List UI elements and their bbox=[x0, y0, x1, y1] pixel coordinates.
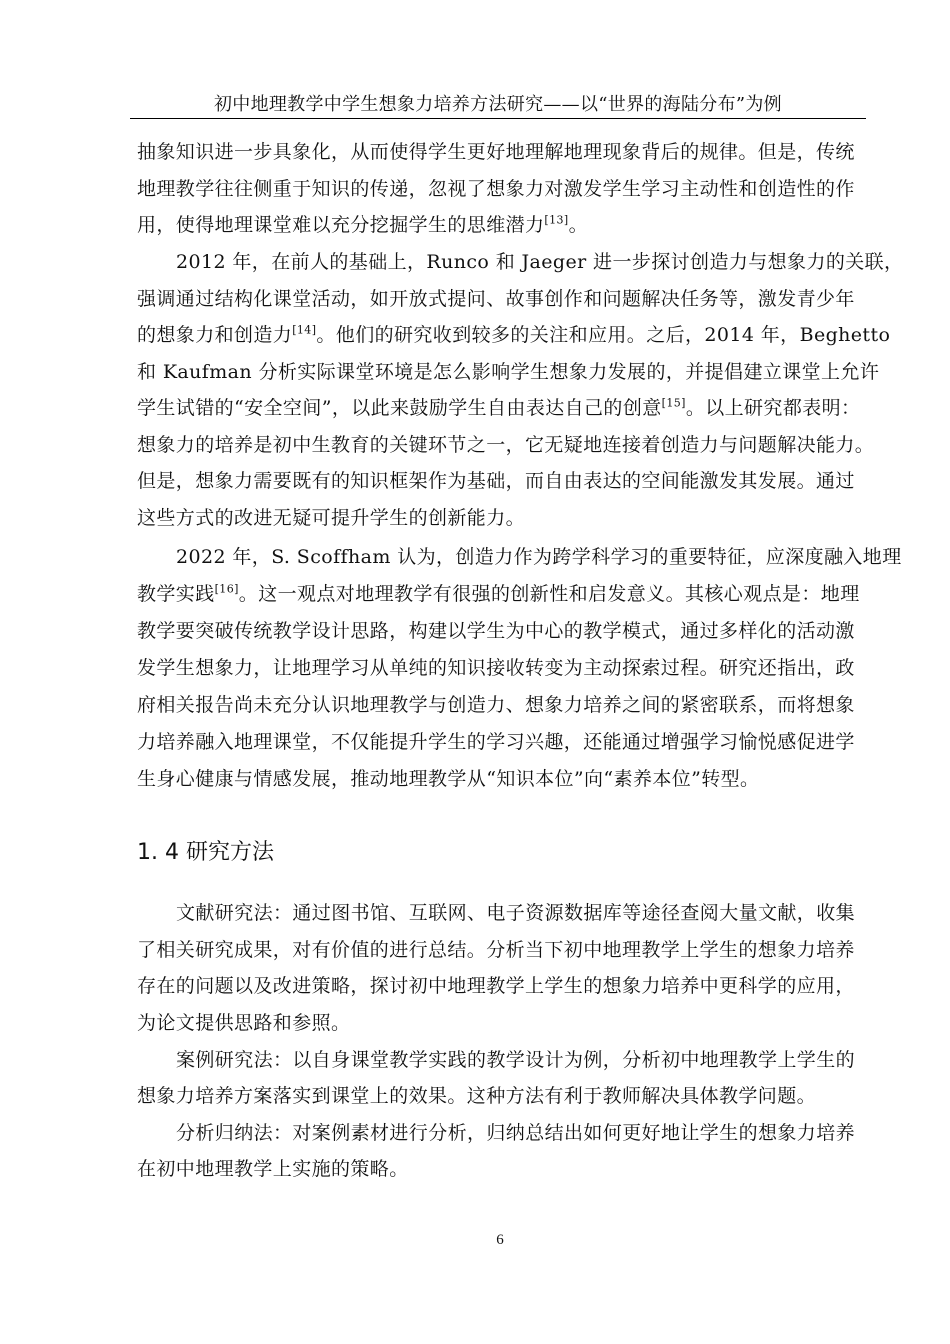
text-line bbox=[176, 1048, 855, 1072]
text-line bbox=[137, 287, 855, 311]
citation-ref: [16] bbox=[214, 582, 239, 596]
line-text: 文献研究法：通过图书馆、互联网、电子资源数据库等途径查阅大量文献，收集 bbox=[176, 902, 856, 924]
line-text: 用，使得地理课堂难以充分挖掘学生的思维潜力 bbox=[137, 214, 545, 236]
line-text: 了相关研究成果，对有价值的进行总结。分析当下初中地理教学上学生的想象力培养 bbox=[137, 939, 855, 961]
text-line bbox=[137, 656, 855, 680]
line-text: 发学生想象力，让地理学习从单纯的知识接收转变为主动探索过程。研究还指出，政 bbox=[137, 657, 855, 679]
text-line bbox=[137, 1084, 816, 1108]
text-line bbox=[137, 1011, 350, 1035]
text-line bbox=[137, 469, 855, 493]
text-line bbox=[137, 1157, 409, 1181]
line-text: 为论文提供思路和参照。 bbox=[137, 1012, 351, 1034]
text-line bbox=[137, 938, 855, 962]
line-text: 的想象力和创造力 bbox=[137, 324, 293, 346]
line-text: 但是，想象力需要既有的知识框架作为基础，而自由表达的空间能激发其发展。通过 bbox=[137, 470, 855, 492]
text-line bbox=[137, 619, 855, 643]
text-line bbox=[137, 213, 588, 237]
line-text: 府相关报告尚未充分认识地理教学与创造力、想象力培养之间的紧密联系，而将想象 bbox=[137, 694, 855, 716]
line-text: 教学要突破传统教学设计思路，构建以学生为中心的教学模式，通过多样化的活动激 bbox=[137, 620, 855, 642]
text-line bbox=[137, 974, 855, 998]
line-text: 在初中地理教学上实施的策略。 bbox=[137, 1158, 409, 1180]
text-line bbox=[137, 177, 855, 201]
line-text: 抽象知识进一步具象化，从而使得学生更好地理解地理现象背后的规律。但是，传统 bbox=[137, 141, 855, 163]
line-text: 地理教学往往侧重于知识的传递，忽视了想象力对激发学生学习主动性和创造性的作 bbox=[137, 178, 855, 200]
text-line bbox=[137, 396, 860, 420]
text-line bbox=[137, 730, 855, 754]
citation-ref: [13] bbox=[544, 213, 569, 227]
line-text: 这些方式的改进无疑可提升学生的创新能力。 bbox=[137, 507, 526, 529]
line-text: 想象力培养方案落实到课堂上的效果。这种方法有利于教师解决具体教学问题。 bbox=[137, 1085, 817, 1107]
line-text-after: 。这一观点对地理教学有很强的创新性和启发意义。其核心观点是：地理 bbox=[238, 583, 860, 605]
line-text: 分析归纳法：对案例素材进行分析，归纳总结出如何更好地让学生的想象力培养 bbox=[176, 1122, 856, 1144]
line-text: 存在的问题以及改进策略，探讨初中地理教学上学生的想象力培养中更科学的应用， bbox=[137, 975, 855, 997]
text-line bbox=[176, 545, 902, 569]
text-line bbox=[137, 693, 855, 717]
text-line bbox=[137, 767, 759, 791]
line-text: 2022 年，S. Scoffham 认为，创造力作为跨学科学习的重要特征，应深度融入地理 bbox=[176, 546, 902, 568]
line-text: 力培养融入地理课堂，不仅能提升学生的学习兴趣，还能通过增强学习愉悦感促进学 bbox=[137, 731, 855, 753]
citation-ref: [14] bbox=[292, 323, 317, 337]
text-line bbox=[176, 901, 855, 925]
line-text: 想象力的培养是初中生教育的关键环节之一，它无疑地连接着创造力与问题解决能力。 bbox=[137, 434, 875, 456]
text-line bbox=[137, 323, 890, 347]
text-line bbox=[137, 506, 525, 530]
header-title: 初中地理教学中学生想象力培养方法研究——以“世界的海陆分布”为例 bbox=[213, 94, 782, 115]
text-line bbox=[137, 360, 879, 384]
line-text-after: 。以上研究都表明： bbox=[685, 397, 861, 419]
line-text: 学生试错的“安全空间”，以此来鼓励学生自由表达自己的创意 bbox=[137, 397, 662, 419]
text-line bbox=[176, 1121, 855, 1145]
citation-ref: [15] bbox=[661, 396, 686, 410]
line-text: 强调通过结构化课堂活动，如开放式提问、故事创作和问题解决任务等，激发青少年 bbox=[137, 288, 855, 310]
text-line bbox=[137, 433, 874, 457]
text-line bbox=[176, 250, 903, 274]
line-text: 生身心健康与情感发展，推动地理教学从“知识本位”向“素养本位”转型。 bbox=[137, 768, 760, 790]
line-text: 和 Kaufman 分析实际课堂环境是怎么影响学生想象力发展的，并提倡建立课堂上允许 bbox=[137, 361, 880, 383]
line-text: 案例研究法：以自身课堂教学实践的教学设计为例，分析初中地理教学上学生的 bbox=[176, 1049, 856, 1071]
line-text: 教学实践 bbox=[137, 583, 215, 605]
section-heading: 1. 4 研究方法 bbox=[137, 840, 274, 865]
line-text: 2012 年，在前人的基础上，Runco 和 Jaeger 进一步探讨创造力与想象力的关联， bbox=[176, 251, 904, 273]
line-text-after: 。他们的研究收到较多的关注和应用。之后，2014 年，Beghetto bbox=[316, 324, 891, 346]
page-number: 6 bbox=[496, 1232, 504, 1248]
text-line bbox=[137, 140, 855, 164]
line-text-after: 。 bbox=[568, 214, 588, 236]
running-header bbox=[130, 84, 866, 119]
text-line bbox=[137, 582, 860, 606]
